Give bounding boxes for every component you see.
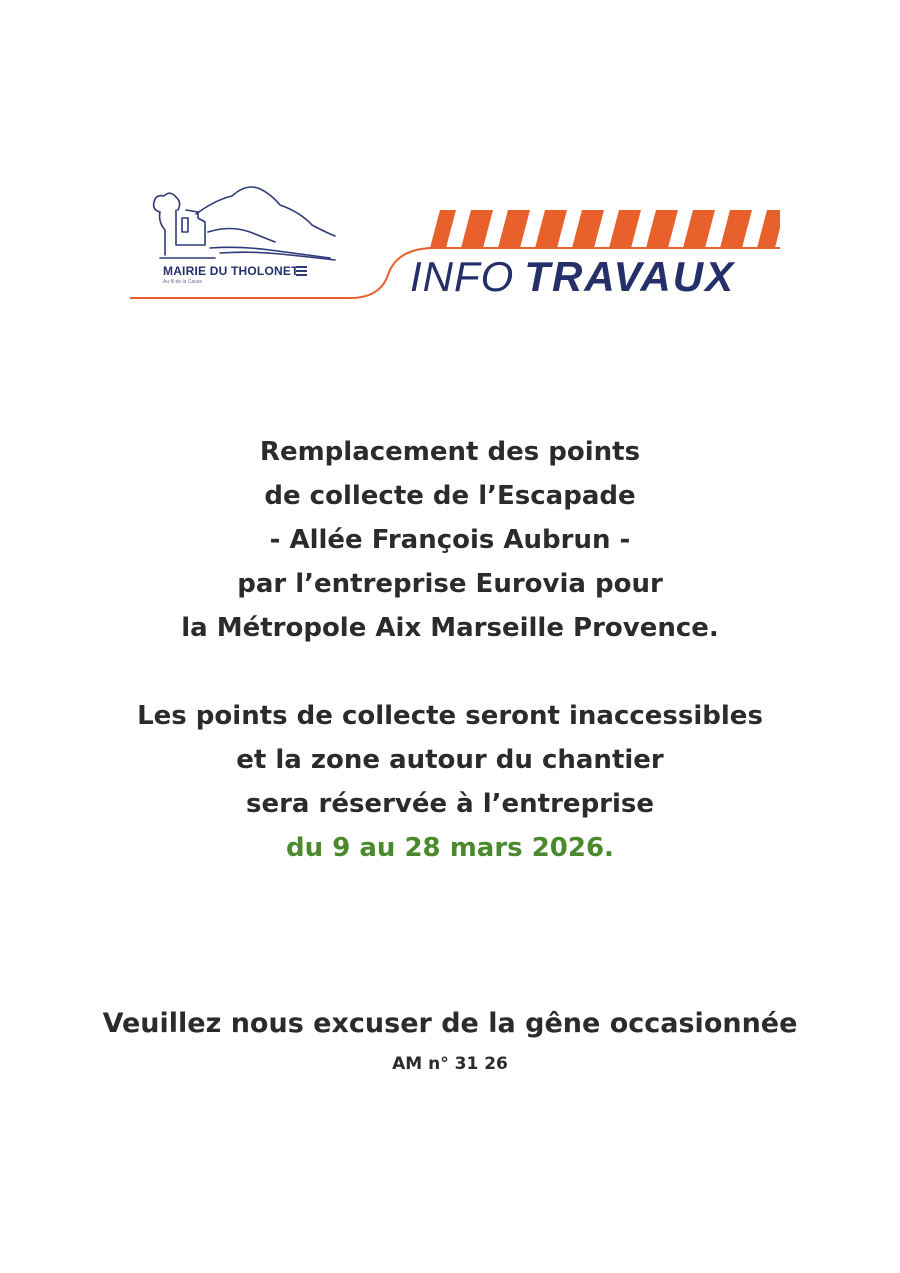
notice-line-1: Remplacement des points <box>259 437 641 467</box>
spacer <box>0 650 900 694</box>
notice-line-8: sera réservée à l’entreprise <box>245 789 655 819</box>
mairie-logo-icon <box>154 187 335 260</box>
notice-line-6: Les points de collecte seront inaccessibles <box>137 701 763 731</box>
notice-body <box>0 430 900 870</box>
header <box>0 0 900 320</box>
apology-text: Veuillez nous excuser de la gêne occasionnée <box>102 1008 798 1039</box>
notice-dates: du 9 au 28 mars 2026. <box>286 833 614 863</box>
notice-line-4: par l’entreprise Eurovia pour <box>237 569 663 599</box>
notice-line-2: de collecte de l’Escapade <box>264 481 636 511</box>
mairie-name: MAIRIE DU THOLONET <box>163 264 299 278</box>
reference-number: AM n° 31 26 <box>392 1054 508 1074</box>
warning-stripes-icon <box>430 210 780 248</box>
info-travaux-banner <box>410 253 736 300</box>
mairie-tagline: Au fil de la Cause <box>163 279 203 285</box>
notice-line-5: la Métropole Aix Marseille Provence. <box>181 613 719 643</box>
notice-line-7: et la zone autour du chantier <box>236 745 664 775</box>
banner-word-travaux: TRAVAUX <box>524 253 736 300</box>
notice-line-3: - Allée François Aubrun - <box>269 525 631 555</box>
banner-word-info: INFO <box>410 253 515 300</box>
